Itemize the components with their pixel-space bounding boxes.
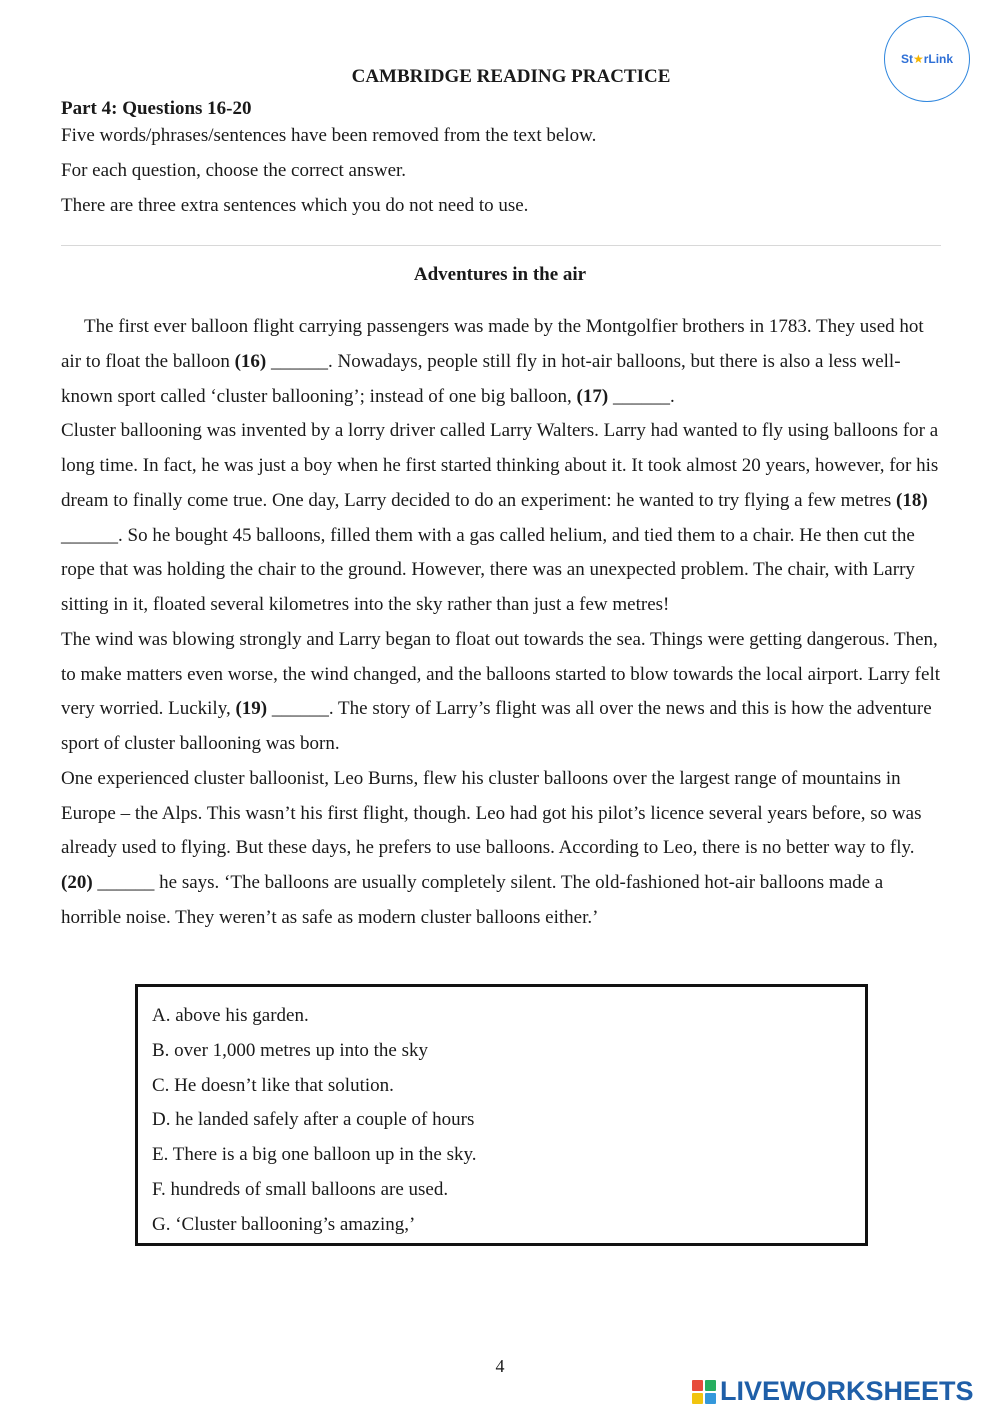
liveworksheets-brand: LIVEWORKSHEETS [720, 1376, 974, 1406]
part-heading: Part 4: Questions 16-20 [61, 98, 252, 119]
story-paragraph-2: Cluster ballooning was invented by a lorry driver called Larry Walters. Larry had wanted to fly using balloons for a long time. In fact, he was just a boy when he first started thinking about it. It took almost 20 years, however, for his dream to finally come true. One day, Larry decided to do an experiment: he wanted to try flying a few metres (18) ______. So he bought 45 balloons, filled them with a gas called helium, and tied them to a chair. He then cut the rope that was holding the chair to the ground. However, there was an unexpected problem. The chair, with Larry sitting in it, floated several kilometres into the sky rather than just a few metres! [61, 420, 939, 615]
logo-text-post: rLink [923, 52, 954, 66]
option-g[interactable]: G. ‘Cluster ballooning’s amazing,’ [152, 1213, 416, 1235]
instruction-line: For each question, choose the correct answer. [61, 160, 407, 181]
gap-18[interactable]: (18) [896, 489, 928, 511]
section-divider [61, 245, 941, 246]
story-paragraph-4: One experienced cluster balloonist, Leo Burns, flew his cluster balloons over the largest range of mountains in Europe – the Alps. This wasn’t his first flight, though. Leo had got his pilot’s licence several years before, so was already used to flying. But these days, he prefers to use balloons. According to Leo, there is no better way to fly. (20) ______ he says. ‘The balloons are usually completely silent. The old-fashioned hot-air balloons made a horrible noise. They weren’t as safe as modern cluster balloons either.’ [61, 767, 922, 928]
option-a[interactable]: A. above his garden. [152, 1005, 309, 1026]
option-c[interactable]: C. He doesn’t like that solution. [152, 1074, 394, 1096]
option-b[interactable]: B. over 1,000 metres up into the sky [152, 1039, 428, 1061]
page-title: CAMBRIDGE READING PRACTICE [351, 66, 671, 87]
starlink-logo [884, 16, 970, 102]
option-e[interactable]: E. There is a big one balloon up in the sky. [152, 1144, 477, 1166]
gap-19[interactable]: (19) [235, 698, 268, 720]
option-d[interactable]: D. he landed safely after a couple of hours [152, 1109, 475, 1131]
liveworksheets-grid-icon [692, 1380, 716, 1404]
instruction-line: There are three extra sentences which you do not need to use. [61, 195, 529, 216]
story-text [61, 310, 946, 936]
answer-options-box [135, 984, 868, 1246]
liveworksheets-logo [692, 1376, 974, 1407]
gap-16[interactable]: (16) [234, 350, 267, 372]
gap-17[interactable]: (17) [576, 385, 609, 407]
story-paragraph-3: The wind was blowing strongly and Larry began to float out towards the sea. Things were getting dangerous. Then, to make matters even worse, the wind changed, and the balloons started to blow towards the local airport. Larry felt very worried. Luckily, (19) ______. The story of Larry’s flight was all over the news and this is how the adventure sport of cluster ballooning was born. [61, 628, 941, 754]
instruction-line: Five words/phrases/sentences have been removed from the text below. [61, 125, 597, 146]
option-f[interactable]: F. hundreds of small balloons are used. [152, 1178, 449, 1200]
star-icon: ★ [912, 52, 924, 66]
page-number: 4 [495, 1356, 505, 1376]
gap-20[interactable]: (20) [61, 872, 93, 893]
story-title: Adventures in the air [413, 264, 587, 285]
logo-text-pre: St [900, 52, 913, 66]
story-paragraph-1: The first ever balloon flight carrying passengers was made by the Montgolfier brothers in 1783. They used hot air to float the balloon (16) ______. Nowadays, people still fly in hot-air balloons, but there is also a less well-known sport called ‘cluster ballooning’; instead of one big balloon, (17) ______. [61, 316, 924, 407]
